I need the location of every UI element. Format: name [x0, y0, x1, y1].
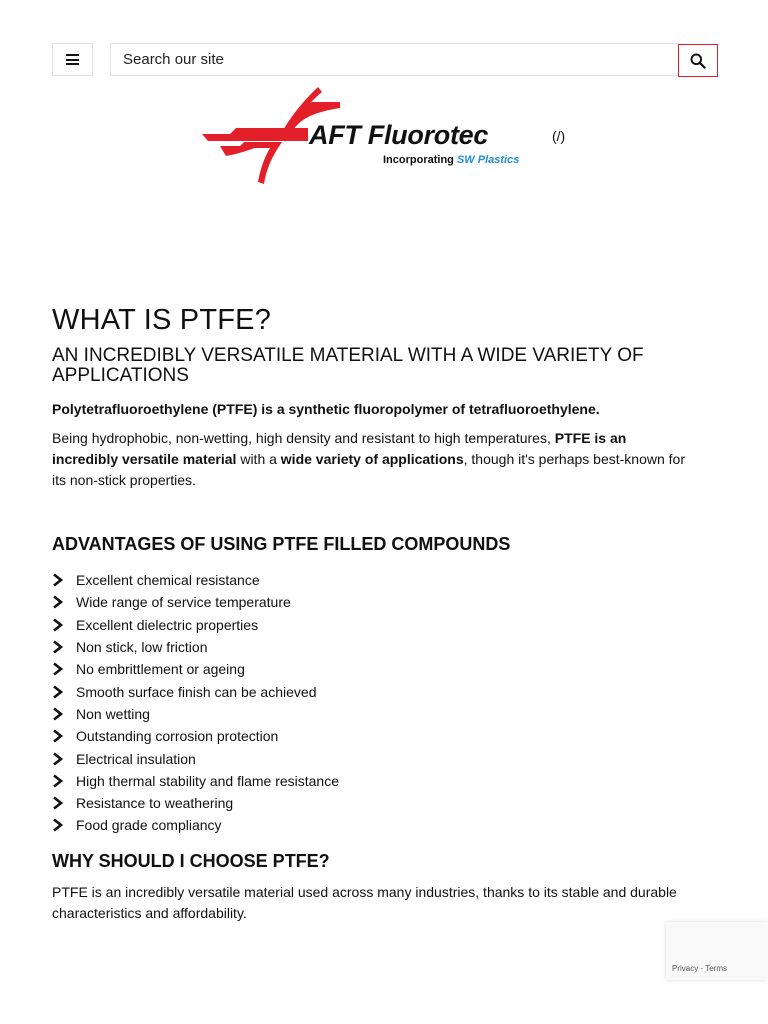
list-item: [52, 680, 692, 702]
advantages-heading: ADVANTAGES OF USING PTFE FILLED COMPOUNDS: [52, 534, 511, 554]
list-item-label: Smooth surface finish can be achieved: [76, 683, 317, 700]
hamburger-icon: [66, 54, 79, 65]
chevron-right-icon: [52, 618, 64, 632]
list-item-label: High thermal stability and flame resistance: [76, 772, 340, 789]
list-item: [52, 792, 692, 814]
intro-bold-2: wide variety of applications: [280, 451, 464, 467]
article-content: [52, 300, 692, 924]
chevron-right-icon: [52, 707, 64, 721]
list-item: [52, 658, 692, 680]
chevron-right-icon: [52, 662, 64, 676]
list-item-label: Outstanding corrosion protection: [76, 728, 279, 745]
list-item: [52, 703, 692, 725]
intro-paragraph: [52, 428, 692, 491]
list-item: [52, 636, 692, 658]
intro-bold-1: PTFE is an incredibly versatile material: [52, 430, 627, 467]
list-item-label: Excellent dielectric properties: [76, 616, 259, 633]
advantages-list: [52, 569, 692, 837]
menu-button[interactable]: [52, 43, 93, 76]
list-item: [52, 770, 692, 792]
intro-text-2: with a: [236, 451, 281, 467]
terms-link[interactable]: Terms: [705, 964, 727, 973]
chevron-right-icon: [52, 685, 64, 699]
logo-brand-name: AFT Fluorotec: [309, 120, 489, 150]
site-logo-link[interactable]: [200, 84, 580, 186]
recaptcha-links: [672, 964, 727, 973]
recaptcha-badge: [666, 922, 768, 980]
list-item: [52, 591, 692, 613]
intro-text-3: , though it's perhaps best-known for its non-stick properties.: [52, 451, 685, 488]
why-paragraph: PTFE is an incredibly versatile material used across many industries, thanks to its stable and durable characteristics and affordability.: [52, 883, 677, 921]
list-item: [52, 569, 692, 591]
chevron-right-icon: [52, 640, 64, 654]
list-item-label: Food grade compliancy: [76, 817, 222, 834]
list-item-label: Electrical insulation: [76, 750, 196, 767]
tagline-prefix: Incorporating: [383, 154, 454, 166]
list-item-label: No embrittlement or ageing: [76, 661, 245, 678]
list-item-label: Wide range of service temperature: [76, 594, 291, 611]
chevron-right-icon: [52, 573, 64, 587]
chevron-right-icon: [52, 752, 64, 766]
lead-paragraph: Polytetrafluoroethylene (PTFE) is a synthetic fluoropolymer of tetrafluoroethylene.: [52, 401, 600, 417]
chevron-right-icon: [52, 796, 64, 810]
top-bar: [52, 43, 718, 77]
page-title: WHAT IS PTFE?: [52, 304, 272, 336]
tagline-brand: SW Plastics: [456, 154, 520, 166]
intro-text-1: Being hydrophobic, non-wetting, high density and resistant to high temperatures,: [52, 430, 555, 446]
list-item: [52, 614, 692, 636]
privacy-link[interactable]: Privacy: [672, 964, 699, 973]
why-heading: WHY SHOULD I CHOOSE PTFE?: [52, 850, 330, 871]
list-item-label: Non wetting: [76, 705, 150, 722]
chevron-right-icon: [52, 729, 64, 743]
list-item-label: Excellent chemical resistance: [76, 572, 260, 589]
magnifier-icon: [690, 53, 706, 69]
logo-home-link-text: (/): [552, 128, 566, 144]
chevron-right-icon: [52, 595, 64, 609]
list-item-label: Resistance to weathering: [76, 795, 234, 812]
list-item: [52, 814, 692, 836]
logo-tagline: [383, 154, 519, 166]
search-input[interactable]: [110, 43, 679, 76]
list-item-label: Non stick, low friction: [76, 639, 208, 656]
chevron-right-icon: [52, 774, 64, 788]
list-item: [52, 725, 692, 747]
recaptcha-separator: -: [698, 964, 706, 973]
chevron-right-icon: [52, 818, 64, 832]
search-button[interactable]: [678, 44, 718, 77]
page-subtitle: AN INCREDIBLY VERSATILE MATERIAL WITH A WIDE VARIETY OF APPLICATIONS: [52, 345, 644, 386]
list-item: [52, 747, 692, 769]
